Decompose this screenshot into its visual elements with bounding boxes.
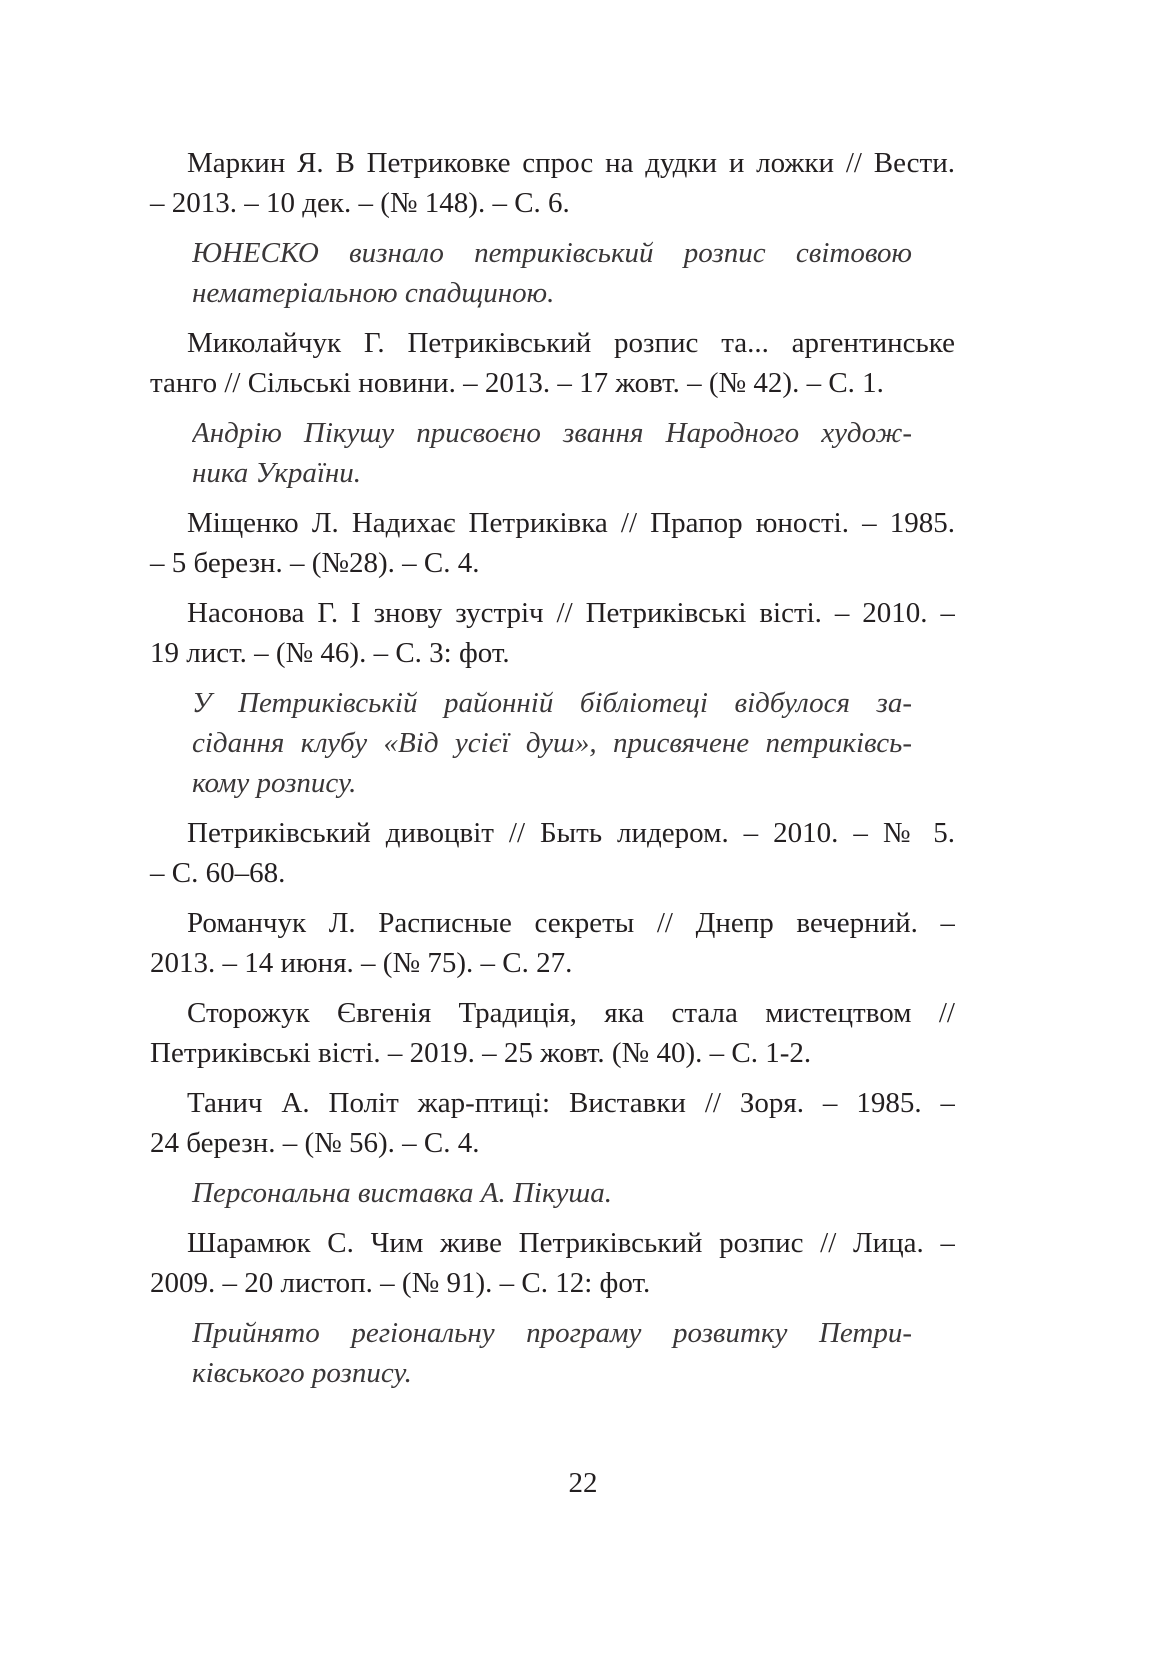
text-line: кому розпису. (192, 767, 357, 799)
text-line: Танич А. Політ жар-птиці: Виставки // Зоря. – 1985. – (187, 1087, 955, 1119)
entry-annotation (192, 683, 912, 803)
text-line: Романчук Л. Расписные секреты // Днепр вечерний. – (187, 907, 955, 939)
text-line: – 5 березн. – (№28). – С. 4. (150, 547, 480, 579)
bibliography-entry (150, 503, 955, 583)
text-line: 19 лист. – (№ 46). – С. 3: фот. (150, 637, 510, 669)
text-line: Петриківський дивоцвіт // Быть лидером. – 2010. – № 5. (187, 817, 955, 849)
bibliography-entry (150, 593, 955, 673)
text-line: сідання клубу «Від усієї душ», присвячене петриківсь- (192, 727, 912, 759)
text-line: Міщенко Л. Надихає Петриківка // Прапор юності. – 1985. (187, 507, 955, 539)
text-line: Персональна виставка А. Пікуша. (192, 1177, 613, 1209)
text-line: ЮНЕСКО визнало петриківський розпис світовою (192, 237, 912, 269)
text-line: Шарамюк С. Чим живе Петриківський розпис // Лица. – (187, 1227, 955, 1259)
text-line: 2009. – 20 листоп. – (№ 91). – С. 12: фот. (150, 1267, 651, 1299)
text-line: 24 березн. – (№ 56). – С. 4. (150, 1127, 480, 1159)
text-line: Сторожук Євгенія Традиція, яка стала мистецтвом // (187, 997, 955, 1029)
text-line: – 2013. – 10 дек. – (№ 148). – С. 6. (150, 187, 570, 219)
bibliography-entry (150, 323, 955, 403)
text-line: ківського розпису. (192, 1357, 412, 1389)
text-line: нематеріальною спадщиною. (192, 277, 555, 309)
text-line: – С. 60–68. (150, 857, 286, 889)
entry-annotation (192, 1173, 912, 1213)
bibliography-entry (150, 813, 955, 893)
text-line: танго // Сільські новини. – 2013. – 17 жовт. – (№ 42). – С. 1. (150, 367, 884, 399)
bibliography-entry (150, 143, 955, 223)
bibliography-list (150, 143, 955, 1403)
bibliography-entry (150, 993, 955, 1073)
bibliography-entry (150, 903, 955, 983)
bibliography-entry (150, 1223, 955, 1303)
text-line: ника України. (192, 457, 362, 489)
text-line: 2013. – 14 июня. – (№ 75). – С. 27. (150, 947, 573, 979)
text-line: Насонова Г. І знову зустріч // Петриківські вісті. – 2010. – (187, 597, 955, 629)
text-line: Андрію Пікушу присвоєно звання Народного худож- (192, 417, 912, 449)
bibliography-entry (150, 1083, 955, 1163)
entry-annotation (192, 413, 912, 493)
text-line: Миколайчук Г. Петриківський розпис та... аргентинське (187, 327, 955, 359)
entry-annotation (192, 233, 912, 313)
text-line: Маркин Я. В Петриковке спрос на дудки и ложки // Вести. (187, 147, 955, 179)
text-line: Прийнято регіональну програму розвитку Петри- (192, 1317, 912, 1349)
entry-annotation (192, 1313, 912, 1393)
text-line: У Петриківській районній бібліотеці відбулося за- (192, 687, 912, 719)
page-number: 22 (568, 1467, 598, 1499)
text-line: Петриківські вісті. – 2019. – 25 жовт. (№ 40). – С. 1-2. (150, 1037, 812, 1069)
